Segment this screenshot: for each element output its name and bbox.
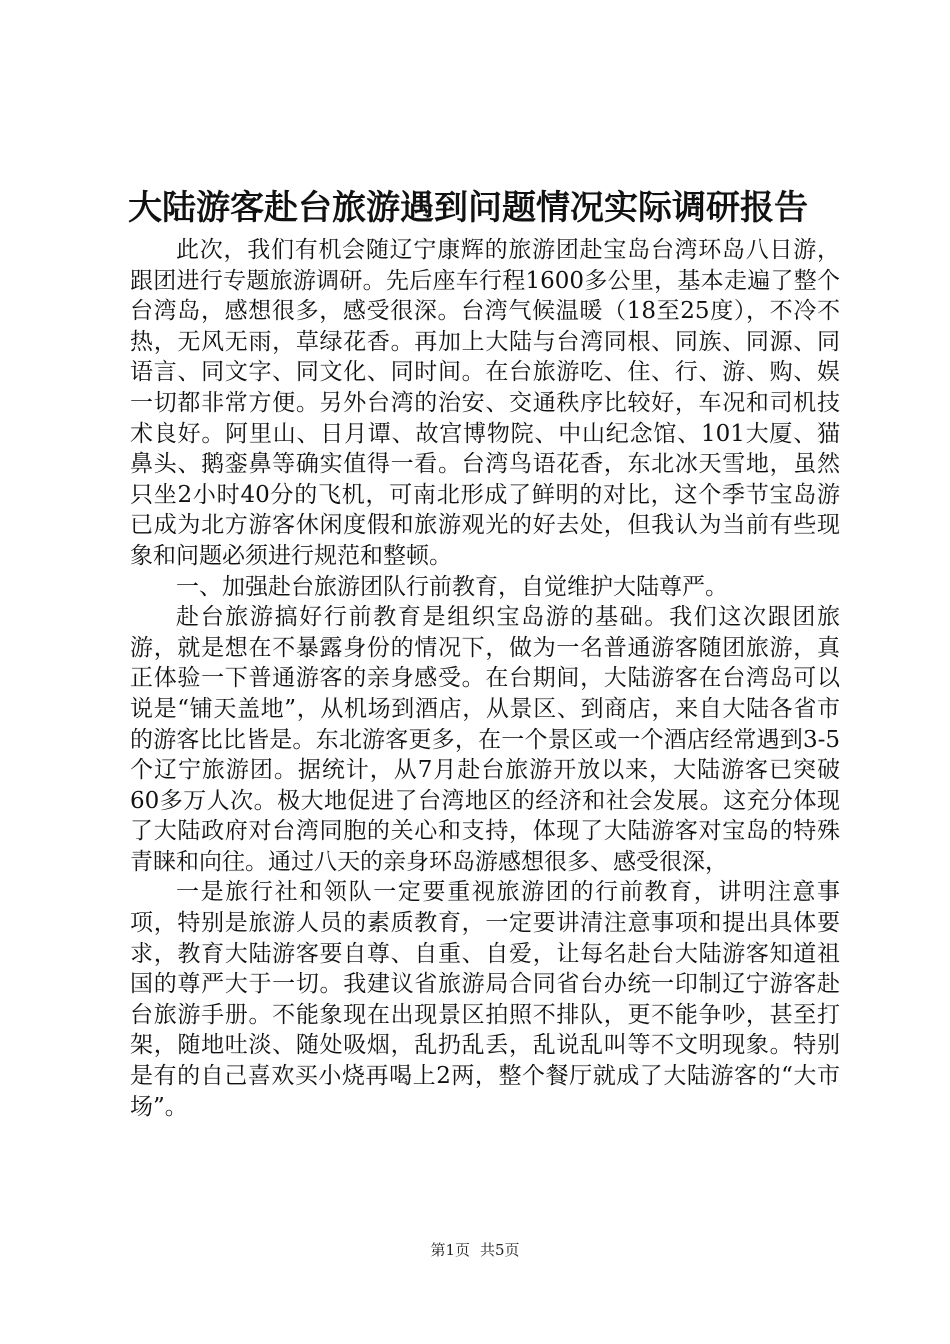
document-title: 大陆游客赴台旅游遇到问题情况实际调研报告	[128, 188, 808, 228]
section-heading: 一、加强赴台旅游团队行前教育，自觉维护大陆尊严。	[176, 573, 728, 600]
document-body	[130, 235, 840, 1122]
page-footer	[0, 1240, 950, 1260]
page-number: 第1页	[430, 1241, 470, 1259]
body-paragraph: 一是旅行社和领队一定要重视旅游团的行前教育，讲明注意事项，特别是旅游人员的素质教育，一定要讲清注意事项和提出具体要求，教育大陆游客要自尊、自重、自爱，让每名赴台大陆游客知道祖国的尊严大于一切。我建议省旅游局合同省台办统一印制辽宁游客赴台旅游手册。不能象现在出现景区拍照不排队，更不能争吵，甚至打架，随地吐淡、随处吸烟，乱扔乱丢，乱说乱叫等不文明现象。特别是有的自己喜欢买小烧再喝上2两，整个餐厅就成了大陆游客的“大市场”。	[130, 879, 840, 1120]
page-total: 共5页	[480, 1241, 520, 1259]
body-paragraph: 赴台旅游搞好行前教育是组织宝岛游的基础。我们这次跟团旅游，就是想在不暴露身份的情况下，做为一名普通游客随团旅游，真正体验一下普通游客的亲身感受。在台期间，大陆游客在台湾岛可以说是“铺天盖地”，从机场到酒店，从景区、到商店，来自大陆各省市的游客比比皆是。东北游客更多，在一个景区或一个酒店经常遇到3-5个辽宁旅游团。据统计，从7月赴台旅游开放以来，大陆游客已突破60多万人次。极大地促进了台湾地区的经济和社会发展。这充分体现了大陆政府对台湾同胞的关心和支持，体现了大陆游客对宝岛的特殊青睐和向往。通过八天的亲身环岛游感想很多、感受很深，	[130, 604, 840, 875]
body-paragraph: 此次，我们有机会随辽宁康辉的旅游团赴宝岛台湾环岛八日游，跟团进行专题旅游调研。先后座车行程1600多公里，基本走遍了整个台湾岛，感想很多，感受很深。台湾气候温暖（18至25度），不冷不热，无风无雨，草绿花香。再加上大陆与台湾同根、同族、同源、同语言、同文字、同文化、同时间。在台旅游吃、住、行、游、购、娱一切都非常方便。另外台湾的治安、交通秩序比较好，车况和司机技术良好。阿里山、日月谭、故宫博物院、中山纪念馆、101大厦、猫鼻头、鹅銮鼻等确实值得一看。台湾鸟语花香，东北冰天雪地，虽然只坐2小时40分的飞机，可南北形成了鲜明的对比，这个季节宝岛游已成为北方游客休闲度假和旅游观光的好去处，但我认为当前有些现象和问题必须进行规范和整顿。	[130, 237, 840, 569]
